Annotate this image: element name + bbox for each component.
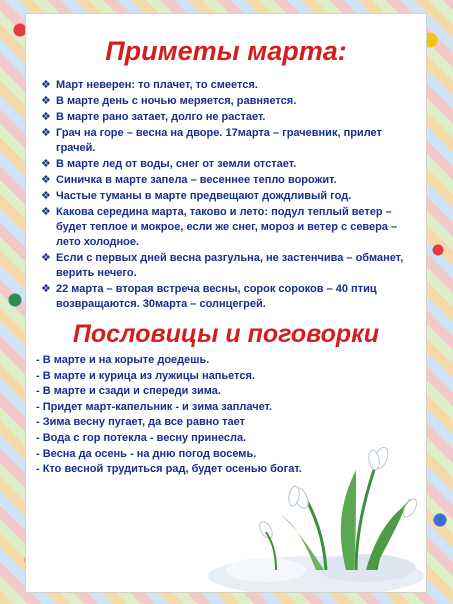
sign-text: В марте рано затает, долго не растает. bbox=[56, 111, 266, 123]
list-item: - Весна да осень - на дню погод восемь. bbox=[36, 447, 257, 460]
proverbs-title: Пословицы и поговорки bbox=[72, 320, 380, 348]
list-item bbox=[40, 189, 418, 204]
sign-text: Какова середина марта, таково и лето: подул теплый ветер – будет теплое и мокрое, если же снег, мороз и ветер с севера – лето холодное. bbox=[56, 206, 398, 248]
snowdrop-illustration bbox=[206, 420, 426, 592]
list-item bbox=[40, 157, 418, 172]
signs-title: Приметы марта: bbox=[105, 36, 347, 66]
sign-text: Синичка в марте запела – весеннее тепло ворожит. bbox=[56, 174, 337, 186]
list-item bbox=[40, 94, 418, 109]
sign-text: В марте лед от воды, снег от земли отстает. bbox=[56, 158, 297, 170]
sign-text: Март неверен: то плачет, то смеется. bbox=[56, 79, 258, 91]
sign-text: Частые туманы в марте предвещают дождливый год. bbox=[56, 190, 352, 202]
list-item: - Кто весной трудиться рад, будет осенью богат. bbox=[36, 463, 302, 476]
sign-text: В марте день с ночью меряется, равняется. bbox=[56, 95, 297, 107]
diamond-bullet-icon: ❖ bbox=[41, 127, 51, 139]
diamond-bullet-icon: ❖ bbox=[41, 190, 51, 202]
list-item bbox=[40, 205, 418, 250]
diamond-bullet-icon: ❖ bbox=[41, 158, 51, 170]
sign-text: Если с первых дней весна разгульна, не застенчива – обманет, верить нечего. bbox=[56, 252, 404, 279]
list-item: - Зима весну пугает, да все равно тает bbox=[36, 416, 245, 429]
list-item bbox=[40, 282, 418, 312]
list-item bbox=[40, 173, 418, 188]
list-item: - В марте и на корыте доедешь. bbox=[36, 354, 210, 366]
diamond-bullet-icon: ❖ bbox=[41, 95, 51, 107]
diamond-bullet-icon: ❖ bbox=[41, 283, 51, 295]
leaf bbox=[341, 470, 356, 570]
list-item: - В марте и сзади и спереди зима. bbox=[36, 385, 221, 398]
diamond-bullet-icon: ❖ bbox=[41, 174, 51, 186]
content-card bbox=[26, 14, 426, 592]
diamond-bullet-icon: ❖ bbox=[41, 111, 51, 123]
list-item bbox=[40, 251, 418, 281]
list-item: - В марте и курица из лужицы напьется. bbox=[36, 369, 255, 382]
snow-mound bbox=[226, 558, 306, 582]
list-item bbox=[40, 78, 418, 93]
diamond-bullet-icon: ❖ bbox=[41, 206, 51, 218]
list-item: - Вода с гор потекла - весну принесла. bbox=[36, 431, 247, 444]
diamond-bullet-icon: ❖ bbox=[41, 79, 51, 91]
sign-text: Грач на горе – весна на дворе. 17марта – грачевник, прилет грачей. bbox=[56, 127, 382, 154]
list-item: - Придет март-капельник - и зима заплачет. bbox=[36, 400, 273, 413]
signs-list bbox=[40, 78, 418, 313]
list-item bbox=[40, 110, 418, 125]
snow-mound bbox=[316, 554, 416, 582]
sign-text: 22 марта – вторая встреча весны, сорок сороков – 40 птиц возвращаются. 30марта – солнцегрей. bbox=[56, 283, 377, 310]
diamond-bullet-icon: ❖ bbox=[41, 252, 51, 264]
list-item bbox=[40, 126, 418, 156]
